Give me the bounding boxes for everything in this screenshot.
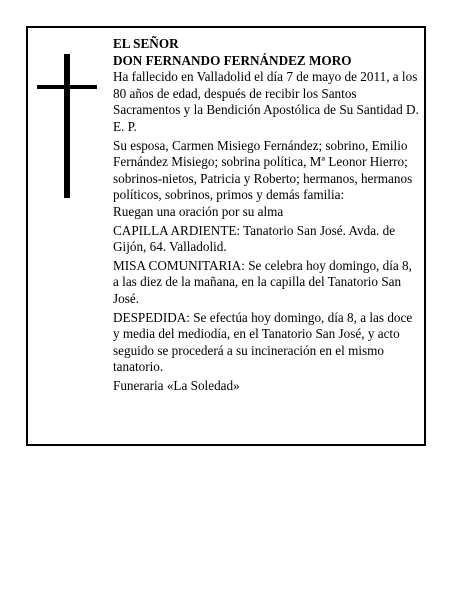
cross-vertical-bar: [64, 54, 70, 198]
funeral-home: Funeraria «La Soledad»: [113, 377, 240, 393]
cross-horizontal-bar: [37, 85, 97, 89]
notice-title: EL SEÑOR: [113, 36, 179, 51]
family-list: Su esposa, Carmen Misiego Fernández; sobrino, Emilio Fernández Misiego; sobrina política, Mª Leonor Hierro; sobrinos-nietos, Patricia y Roberto; hermanos, hermanos políticos, sobrinos, primos y demás familia:: [113, 137, 413, 203]
cross-icon: [37, 54, 97, 198]
chapel-info: CAPILLA ARDIENTE: Tanatorio San José. Avda. de Gijón, 64. Valladolid.: [113, 222, 396, 255]
farewell-info: DESPEDIDA: Se efectúa hoy domingo, día 8, a las doce y media del mediodía, en el Tanatorio San José, y acto seguido se procederá a su incineración en el mismo tanatorio.: [113, 309, 413, 375]
mass-info: MISA COMUNITARIA: Se celebra hoy domingo, día 8, a las diez de la mañana, en la capilla del Tanatorio San José.: [113, 257, 412, 306]
death-statement: Ha fallecido en Valladolid el día 7 de mayo de 2011, a los 80 años de edad, después de recibir los Santos Sacramentos y la Bendición Apostólica de Su Santidad D. E. P.: [113, 69, 419, 134]
deceased-name: DON FERNANDO FERNÁNDEZ MORO: [113, 52, 352, 68]
notice-text: [113, 36, 419, 394]
prayer-request: Ruegan una oración por su alma: [113, 203, 284, 219]
